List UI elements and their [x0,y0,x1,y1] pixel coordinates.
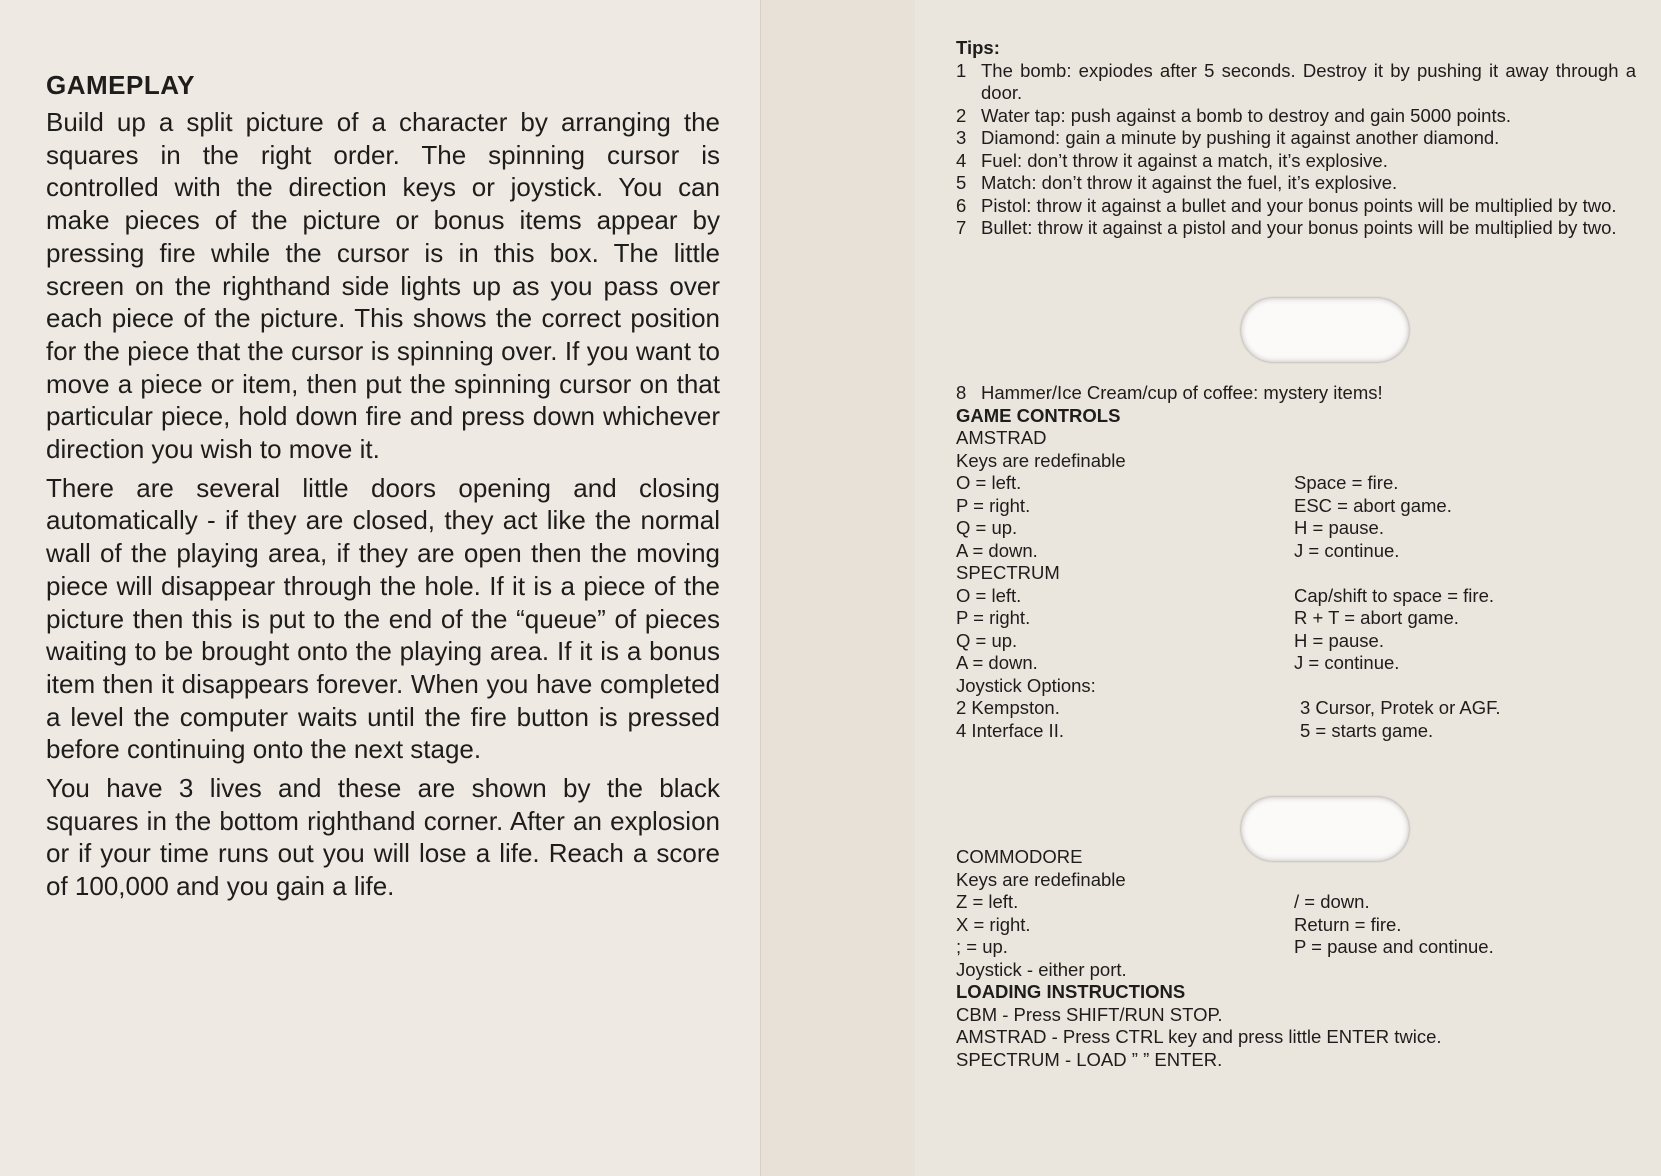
controls-title: GAME CONTROLS [956,404,1121,426]
key-line: 5 = starts game. [1300,719,1434,741]
commodore-joystick: Joystick - either port. [956,958,1127,980]
key-line: O = left. [956,584,1022,606]
loading-line: CBM - Press SHIFT/RUN STOP. [956,1003,1223,1025]
commodore-section [956,846,1636,1071]
tip-item [956,60,1636,105]
tip-number: 4 [956,149,967,171]
tip-item [956,195,1636,218]
tip-number: 8 [956,382,967,403]
key-line: 3 Cursor, Protek or AGF. [1300,697,1501,718]
key-line: R + T = abort game. [1294,607,1459,628]
spectrum-keys [956,585,1636,675]
tip-item [956,105,1636,128]
tip-text: Pistol: throw it against a bullet and your bonus points will be multiplied by two. [981,194,1617,216]
tip-item [956,217,1636,240]
key-line: Cap/shift to space = fire. [1294,584,1495,606]
tips-section [956,37,1636,240]
amstrad-note: Keys are redefinable [956,449,1126,471]
key-line: Q = up. [956,629,1018,651]
amstrad-keys [956,472,1636,562]
key-line: Z = left. [956,891,1019,912]
commodore-note: Keys are redefinable [956,868,1126,890]
tip-item [956,150,1636,173]
key-line: A = down. [956,652,1038,673]
key-line: P = right. [956,607,1031,628]
key-line: H = pause. [1294,629,1384,651]
tip-number: 2 [956,104,967,126]
key-line: A = down. [956,539,1038,561]
commodore-title: COMMODORE [956,846,1083,867]
tips-title: Tips: [956,37,1000,58]
key-line: 2 Kempston. [956,697,1060,718]
key-line: Q = up. [956,517,1018,538]
key-line: 4 Interface II. [956,719,1064,741]
tip-text: Water tap: push against a bomb to destroy and gain 5000 points. [981,104,1511,126]
gameplay-heading: GAMEPLAY [46,70,195,100]
loading-line: SPECTRUM - LOAD ” ” ENTER. [956,1048,1223,1070]
gameplay-paragraph: You have 3 lives and these are shown by the black squares in the bottom righthand corner. After an explosion or if your time runs out you will lose a life. Reach a score of 100,000 and you gain a life. [46,773,720,902]
key-line: J = continue. [1294,539,1400,561]
loading-title: LOADING INSTRUCTIONS [956,981,1186,1002]
tip-item [956,127,1636,150]
spectrum-title: SPECTRUM [956,562,1060,583]
key-line: X = right. [956,913,1031,935]
tip-number: 6 [956,194,967,216]
tip-text: Fuel: don’t throw it against a match, it’s explosive. [981,149,1388,171]
tip-number: 7 [956,217,967,238]
tip-number: 3 [956,127,967,148]
tip-item [956,382,1636,405]
key-line: J = continue. [1294,652,1400,673]
tip-text: Diamond: gain a minute by pushing it against another diamond. [981,127,1500,148]
tip-text: The bomb: expiodes after 5 seconds. Destroy it by pushing it away through a door. [981,59,1636,103]
key-line: P = right. [956,494,1031,516]
fold-panel [760,0,917,1176]
joystick-options-title: Joystick Options: [956,674,1096,696]
key-line: P = pause and continue. [1294,936,1494,957]
commodore-keys [956,891,1636,959]
key-line: O = left. [956,472,1022,493]
gameplay-body [46,106,720,909]
controls-section [956,382,1636,742]
door-cutout [1241,298,1409,362]
key-line: / = down. [1294,891,1370,912]
gameplay-paragraph: Build up a split picture of a character by arranging the squares in the right order. The spinning cursor is controlled with the direction keys or joystick. You can make pieces of the picture or bonus items appear by pressing fire while the cursor is in this box. The little screen on the righthand side lights up as you pass over each piece of the picture. This shows the correct position for the piece that the cursor is spinning over. If you want to move a piece or item, then put the spinning cursor on that particular piece, hold down fire and press down whichever direction you wish to move it. [46,107,720,465]
key-line: Return = fire. [1294,913,1402,935]
tip-text: Hammer/Ice Cream/cup of coffee: mystery items! [981,382,1383,403]
key-line: H = pause. [1294,517,1384,538]
tip-number: 1 [956,59,967,81]
key-line: Space = fire. [1294,472,1399,493]
tip-number: 5 [956,172,967,193]
key-line: ESC = abort game. [1294,494,1452,516]
tip-text: Bullet: throw it against a pistol and your bonus points will be multiplied by two. [981,217,1617,238]
tip-item [956,172,1636,195]
gameplay-paragraph: There are several little doors opening and closing automatically - if they are closed, they act like the normal wall of the playing area, if they are open then the moving piece will disappear through the hole. If it is a piece of the picture then this is put to the end of the “queue” of pieces waiting to be brought onto the playing area. If it is a bonus item then it disappears forever. When you have completed a level the computer waits until the fire button is pressed before continuing onto the next stage. [46,472,720,765]
loading-line: AMSTRAD - Press CTRL key and press little ENTER twice. [956,1026,1442,1047]
amstrad-title: AMSTRAD [956,427,1047,448]
tip-text: Match: don’t throw it against the fuel, it’s explosive. [981,172,1398,193]
joystick-options [956,697,1636,742]
key-line: ; = up. [956,936,1008,957]
